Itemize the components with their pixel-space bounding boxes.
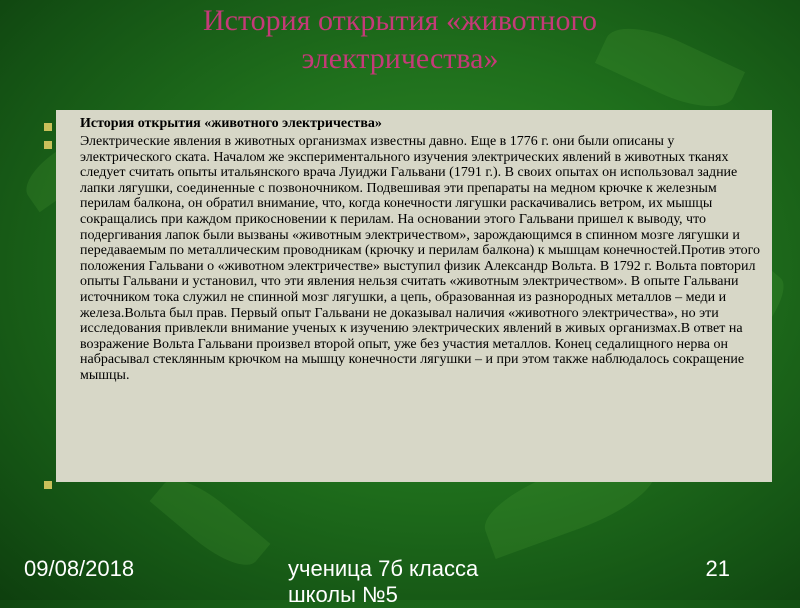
bullet-icon [44,123,52,131]
content-heading: История открытия «животного электричества» [80,116,382,131]
background-leaf [150,467,271,579]
footer-author: ученица 7б класса школы №5 [288,556,479,607]
content-body: Электрические явления в животных организмах известны давно. Еще в 1776 г. они были описаны у электрического ската. Началом же экспериментального изучения электрических явлений в животных тканях следует считать опыты итальянского врача Луиджи Гальвани (1791 г.). В своих опытах он использовал задние лапки лягушки, соединенные с позвоночником. Подвешивая эти препараты на медном крючке к железным перилам балкона, он обратил внимание, что, когда конечности лягушки раскачивались ветром, их мышцы сокращались при каждом прикосновении к перилам. На основании этого Гальвани пришел к выводу, что подергивания лапок были вызваны «животным электричеством», зарождающимся в спинном мозге лягушки и передаваемым по металлическим проводникам (крючку и перилам балкона) к мышцам конечностей.Против этого положения Гальвани о «животном электричестве» выступил физик Александр Вольта. В 1792 г. Вольта повторил опыты Гальвани и установил, что эти явления нельзя считать «животным электричеством». В опыте Гальвани источником тока служил не спинной мозг лягушки, а цепь, образованная из разнородных металлов – меди и железа.Вольта был прав. Первый опыт Гальвани не доказывал наличия «животного электричества», но эти исследования привлекли внимание ученых к изучению электрических явлений в живых организмах.В ответ на возражение Вольта Гальвани произвел второй опыт, уже без участия металлов. Конец седалищного нерва он набрасывал стеклянным крючком на мышцу конечности лягушки – и при этом также наблюдалось сокращение мышцы. [80,134,761,383]
bullet-icon [44,481,52,489]
slide-number: 21 [705,556,730,581]
footer-date: 09/08/2018 [24,556,135,581]
slide-title: История открытия «животного электричества» [202,4,598,75]
bullet-icon [44,141,52,149]
